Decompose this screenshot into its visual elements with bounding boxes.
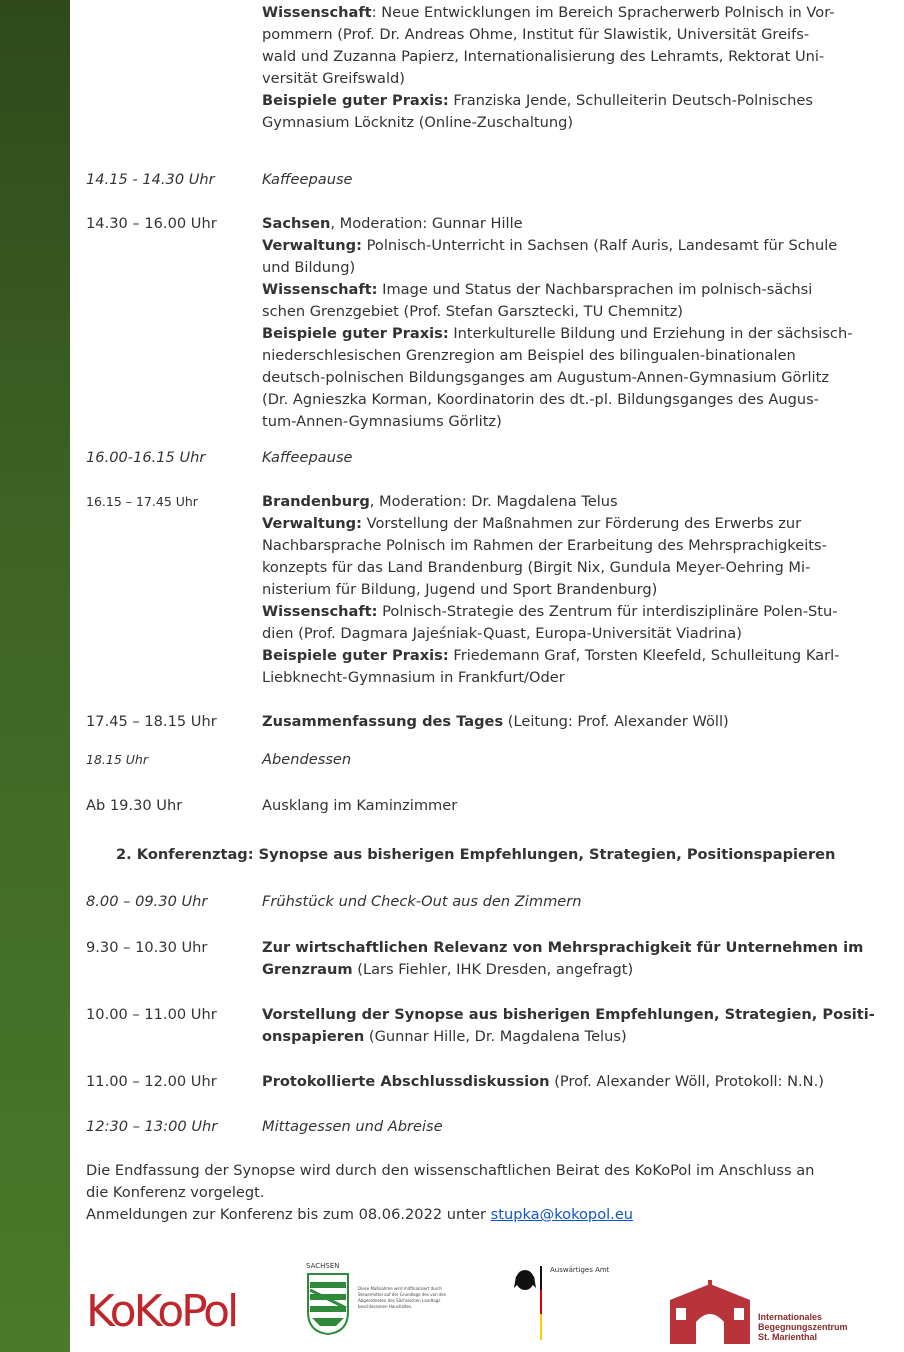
time-label: 10.00 – 11.00 Uhr: [86, 1006, 217, 1023]
time-label: 8.00 – 09.30 Uhr: [86, 893, 208, 910]
footer-line-2: die Konferenz vorgelegt.: [86, 1184, 265, 1201]
row-desc: Sachsen, Moderation: Gunnar Hille Verwaltung: Polnisch-Unterricht in Sachsen (Ralf Auris, Landesamt für Schule und Bildung) Wissenschaft: Image und Status der Nachbarsprachen im polnisch-sächsi schen Grenzgebiet (Prof. Stefan Garsztecki, TU Chemnitz) Beispiele guter Praxis: Interkulturelle Bildung und Erziehung in der sächsisch- niederschlesischen Grenzregion am Beispiel des bilingualen-binationalen deutsch-polnischen Bildungsganges am Augustum-Annen-Gymnasium Görlitz (Dr. Agnieszka Korman, Koordinatorin des dt.-pl. Bildungsganges des Augus- tum-Annen-Gymnasiums Görlitz): [262, 215, 853, 430]
row-desc: Abendessen: [262, 751, 352, 768]
sachsen-logo: SACHSEN Diese Maßnahme wird mitfinanziert durch Steuermittel auf der Grundlage des von den Abgeordneten des Sächsischen Landtags beschlossenen Haushaltes.: [306, 1262, 456, 1342]
footer-line-3: Anmeldungen zur Konferenz bis zum 08.06.2022 unter stupka@kokopol.eu: [86, 1206, 634, 1223]
time-label: 16.15 – 17.45 Uhr: [86, 494, 198, 509]
time-label: 11.00 – 12.00 Uhr: [86, 1073, 217, 1090]
footer-line-1: Die Endfassung der Synopse wird durch den wissenschaftlichen Beirat des KoKoPol im Anschluss an: [86, 1162, 815, 1179]
time-label: 14.30 – 16.00 Uhr: [86, 215, 217, 232]
time-label: 9.30 – 10.30 Uhr: [86, 939, 208, 956]
sachsen-crest-icon: [306, 1272, 350, 1336]
logo-strip: [86, 1260, 896, 1350]
ibz-logo: Internationales Begegnungszentrum St. Marienthal: [666, 1276, 896, 1348]
monastery-gate-icon: [666, 1280, 754, 1344]
row-desc: Zusammenfassung des Tages (Leitung: Prof. Alexander Wöll): [262, 713, 729, 730]
row-desc: Protokollierte Abschlussdiskussion (Prof. Alexander Wöll, Protokoll: N.N.): [262, 1073, 824, 1090]
time-label: 12:30 – 13:00 Uhr: [86, 1118, 218, 1135]
top-block-desc: Wissenschaft: Neue Entwicklungen im Bereich Spracherwerb Polnisch in Vor- pommern (Prof. Dr. Andreas Ohme, Institut für Slawistik, Universität Greifs- wald und Zuzanna Papierz, Internationalisierung des Lehramts, Rektorat Uni- versität Greifswald) Beispiele guter Praxis: Franziska Jende, Schulleiterin Deutsch-Polnisches Gymnasium Löcknitz (Online-Zuschaltung): [262, 4, 835, 131]
row-desc: Kaffeepause: [262, 171, 353, 188]
row-desc: Zur wirtschaftlichen Relevanz von Mehrsprachigkeit für Unternehmen im Grenzraum (Lars Fiehler, IHK Dresden, angefragt): [262, 939, 864, 978]
day2-heading: 2. Konferenztag: Synopse aus bisherigen Empfehlungen, Strategien, Positionspapieren: [116, 846, 836, 863]
row-desc: Kaffeepause: [262, 449, 353, 466]
footer-note: [86, 1160, 846, 1226]
green-sidebar: [0, 0, 70, 1352]
row-desc: Brandenburg, Moderation: Dr. Magdalena Telus Verwaltung: Vorstellung der Maßnahmen zur Förderung des Erwerbs zur Nachbarsprache Polnisch im Rahmen der Erarbeitung des Mehrsprachigkeits- konzepts für das Land Brandenburg (Birgit Nix, Gundula Meyer-Oehring Mi- nisterium für Bildung, Jugend und Sport Brandenburg) Wissenschaft: Polnisch-Strategie des Zentrum für interdisziplinäre Polen-Stu- dien (Prof. Dagmara Jajeśniak-Quast, Europa-Universität Viadrina) Beispiele guter Praxis: Friedemann Graf, Torsten Kleefeld, Schulleitung Karl- Liebknecht-Gymnasium in Frankfurt/Oder: [262, 493, 840, 686]
time-label: 14.15 - 14.30 Uhr: [86, 171, 215, 188]
time-label: 17.45 – 18.15 Uhr: [86, 713, 217, 730]
row-desc: Mittagessen und Abreise: [262, 1118, 443, 1135]
time-label: Ab 19.30 Uhr: [86, 797, 183, 814]
email-link[interactable]: stupka@kokopol.eu: [490, 1206, 634, 1223]
time-label: 16.00-16.15 Uhr: [86, 449, 206, 466]
time-label: 18.15 Uhr: [86, 752, 148, 767]
kokopol-logo: KoKoPol: [86, 1286, 237, 1337]
auswaertiges-amt-logo: Auswärtiges Amt: [514, 1266, 634, 1346]
row-desc: Frühstück und Check-Out aus den Zimmern: [262, 893, 582, 910]
row-desc: Ausklang im Kaminzimmer: [262, 797, 458, 814]
row-desc: Vorstellung der Synopse aus bisherigen Empfehlungen, Strategien, Positi- onspapieren (Gunnar Hille, Dr. Magdalena Telus): [262, 1006, 875, 1045]
federal-eagle-icon: [514, 1266, 542, 1342]
